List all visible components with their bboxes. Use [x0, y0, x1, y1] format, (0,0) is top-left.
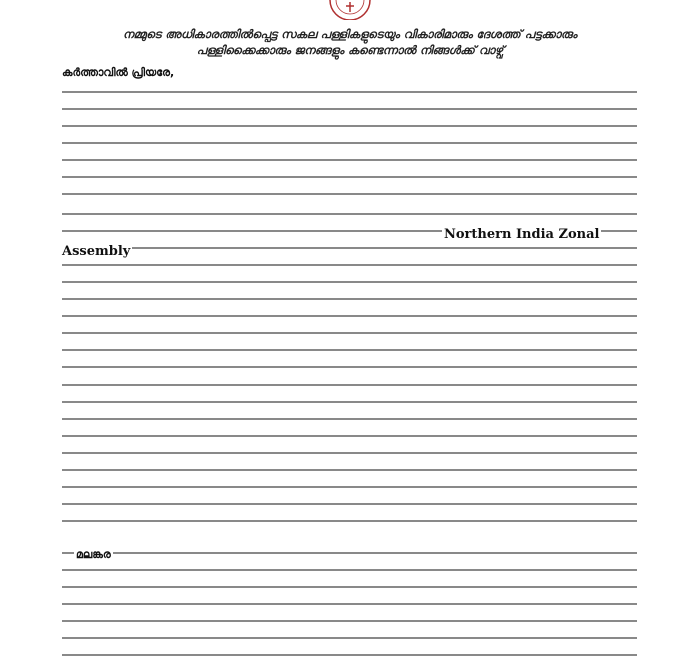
heading-line-2: പള്ളിക്കൈക്കാരും ജനങ്ങളും കണ്ടെന്നാൽ നിങ്ങൾക്ക് വാഴ്വ് [196, 43, 504, 57]
paragraph-5 [62, 548, 637, 662]
paragraph-4 [62, 465, 637, 533]
paragraph-1 [62, 87, 637, 206]
salutation: കർത്താവിൽ പ്രിയരേ, [62, 66, 175, 79]
letter-heading [90, 26, 610, 58]
paragraph-2 [62, 209, 637, 379]
paragraph-3 [62, 380, 637, 465]
paragraph-2-keyword-1: Northern India Zonal [444, 227, 600, 242]
church-seal-icon [325, 0, 375, 20]
paragraph-2-keyword-2: Assembly [62, 244, 131, 259]
heading-line-1: നമ്മുടെ അധികാരത്തിൽപ്പെട്ട സകല പള്ളികളുടെയും വികാരിമാരും ദേശത്ത് പട്ടക്കാരും [122, 27, 578, 41]
paragraph-5-word: മലങ്കര [76, 548, 111, 561]
